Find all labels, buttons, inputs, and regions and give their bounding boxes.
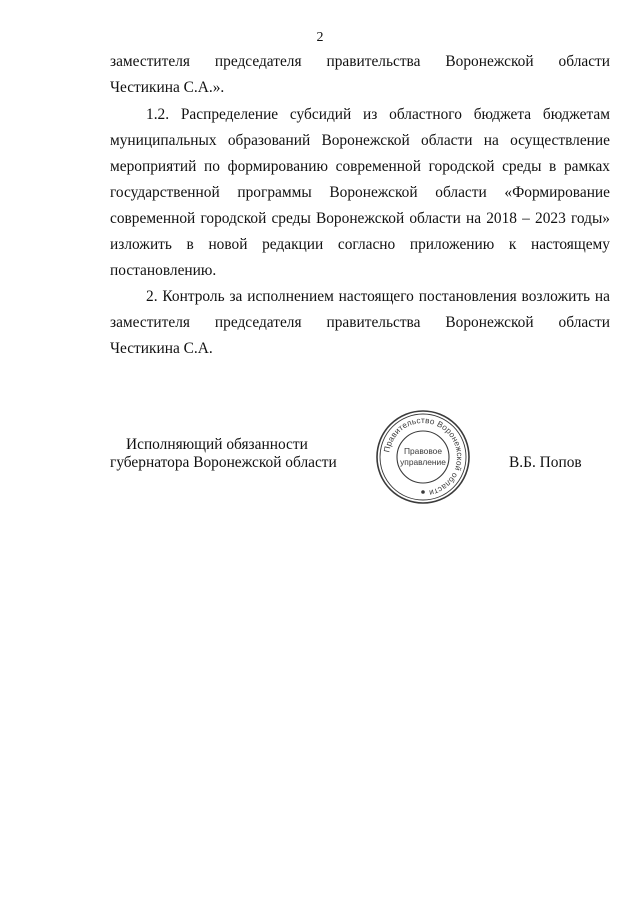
signatory-name: В.Б. Попов (509, 454, 582, 471)
text-line: Честикина С.А. (110, 340, 213, 357)
official-stamp (374, 408, 472, 506)
stamp-center-line2: управление (400, 457, 446, 467)
text-line: мероприятий по формированию современной городской среды в рамках (110, 158, 610, 175)
text-line: муниципальных образований Воронежской области на осуществление (110, 132, 610, 149)
text-line: заместителя председателя правительства Воронежской области (110, 53, 610, 70)
signatory-position-line2: губернатора Воронежской области (110, 454, 337, 471)
page-number: 2 (316, 30, 324, 45)
text-line: Честикина С.А.». (110, 79, 225, 96)
text-line: изложить в новой редакции согласно приложению к настоящему (110, 236, 610, 253)
text-line: 1.2. Распределение субсидий из областного бюджета бюджетам (146, 106, 610, 123)
signatory-position-line1: Исполняющий обязанности (126, 436, 308, 453)
text-line: государственной программы Воронежской области «Формирование (110, 184, 610, 201)
stamp-ring-text: Правительство Воронежской области (382, 415, 465, 498)
stamp-seal-icon (374, 408, 472, 506)
text-line: современной городской среды Воронежской области на 2018 – 2023 годы» (110, 210, 610, 227)
text-line: постановлению. (110, 262, 217, 279)
text-line: 2. Контроль за исполнением настоящего постановления возложить на (146, 288, 610, 305)
stamp-center-line1: Правовое (403, 446, 443, 456)
text-line: заместителя председателя правительства Воронежской области (110, 314, 610, 331)
